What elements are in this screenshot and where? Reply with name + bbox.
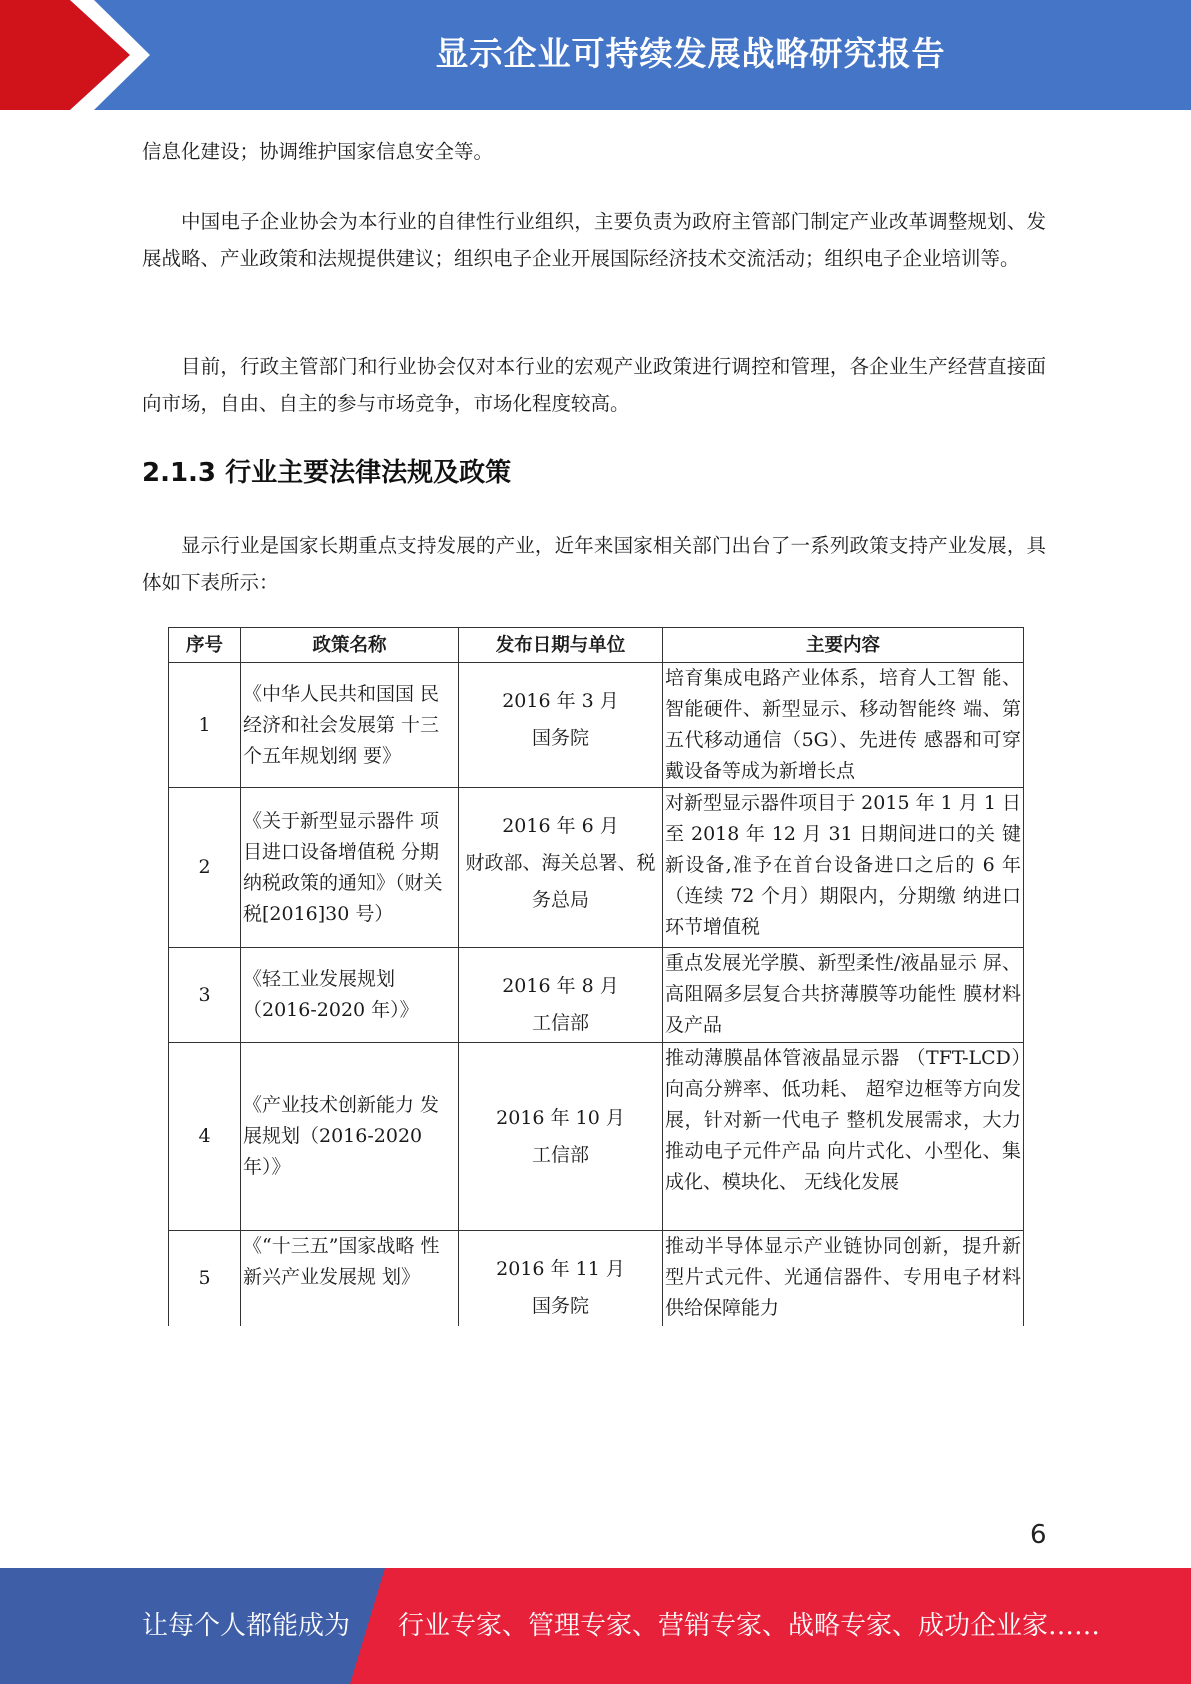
cell-serial-number: 4 bbox=[169, 1043, 241, 1231]
cell-main-content: 重点发展光学膜、新型柔性/液晶显示 屏、高阻隔多层复合共挤薄膜等功能性 膜材料及产品 bbox=[663, 948, 1024, 1043]
cell-issuer: 工信部 bbox=[531, 1012, 589, 1034]
paragraph-table-intro: 显示行业是国家长期重点支持发展的产业，近年来国家相关部门出台了一系列政策支持产业发展，具体如下表所示： bbox=[142, 534, 1046, 594]
cell-serial-number: 1 bbox=[169, 663, 241, 788]
cell-date-issuer bbox=[459, 663, 663, 788]
cell-date: 2016 年 10 月 bbox=[496, 1106, 625, 1129]
cell-policy-name: 《中华人民共和国国 民经济和社会发展第 十三个五年规划纲 要》 bbox=[241, 663, 459, 788]
cell-serial-number: 2 bbox=[169, 788, 241, 948]
footer-slogan-lead: 让每个人都能成为 bbox=[142, 1611, 351, 1641]
paragraph-industry-association: 中国电子企业协会为本行业的自律性行业组织，主要负责为政府主管部门制定产业改革调整规划、发展战略、产业政策和法规提供建议；组织电子企业开展国际经济技术交流活动；组织电子企业培训等。 bbox=[142, 210, 1046, 270]
cell-policy-name: 《产业技术创新能力 发展规划（2016-2020 年）》 bbox=[241, 1043, 459, 1231]
cell-main-content: 对新型显示器件项目于 2015 年 1 月 1 日至 2018 年 12 月 31 日期间进口的关 键新设备,准予在首台设备进口之后的 6 年（连续 72 个月）期限内，分期缴 纳进口环节增值税 bbox=[663, 788, 1024, 948]
cell-date: 2016 年 3 月 bbox=[502, 690, 619, 712]
footer-band bbox=[0, 1568, 1191, 1684]
table-row bbox=[169, 788, 1024, 948]
cell-policy-name: 《关于新型显示器件 项目进口设备增值税 分期纳税政策的通知》（财关税[2016]30 号） bbox=[241, 788, 459, 948]
cell-issuer: 财政部、海关总署、税务总局 bbox=[465, 852, 656, 911]
cell-policy-name: 《轻工业发展规划（2016-2020 年）》 bbox=[241, 948, 459, 1043]
header-policy-name: 政策名称 bbox=[241, 628, 459, 663]
table-row bbox=[169, 948, 1024, 1043]
page-number: 6 bbox=[1030, 1520, 1047, 1550]
cell-date: 2016 年 6 月 bbox=[502, 815, 619, 837]
table-row bbox=[169, 1043, 1024, 1231]
cell-main-content: 推动薄膜晶体管液晶显示器 （TFT-LCD）向高分辨率、低功耗、 超窄边框等方向发展，针对新一代电子 整机发展需求，大力推动电子元件产品 向片式化、小型化、集成化、模块化、 无线化发展 bbox=[663, 1043, 1024, 1231]
cell-date-issuer bbox=[459, 948, 663, 1043]
section-heading: 2.1.3 行业主要法律法规及政策 bbox=[142, 458, 512, 488]
header-main-content: 主要内容 bbox=[663, 628, 1024, 663]
cell-main-content: 培育集成电路产业体系，培育人工智 能、智能硬件、新型显示、移动智能终 端、第五代移动通信（5G）、先进传 感器和可穿戴设备等成为新增长点 bbox=[663, 663, 1024, 788]
cell-policy-name: 《“十三五”国家战略 性新兴产业发展规 划》 bbox=[241, 1231, 459, 1326]
cell-date-issuer bbox=[459, 1043, 663, 1231]
cell-serial-number: 3 bbox=[169, 948, 241, 1043]
cell-issuer: 国务院 bbox=[531, 1295, 589, 1317]
header-banner bbox=[0, 0, 1191, 110]
table-row bbox=[169, 663, 1024, 788]
header-date-issuer: 发布日期与单位 bbox=[459, 628, 663, 663]
cell-main-content: 推动半导体显示产业链协同创新，提升新型片式元件、光通信器件、专用电子材料供给保障能力 bbox=[663, 1231, 1024, 1326]
table-row bbox=[169, 1231, 1024, 1326]
cell-date: 2016 年 11 月 bbox=[496, 1258, 625, 1280]
paragraph-market-regulation: 目前，行政主管部门和行业协会仅对本行业的宏观产业政策进行调控和管理，各企业生产经营直接面向市场，自由、自主的参与市场竞争，市场化程度较高。 bbox=[142, 355, 1046, 415]
cell-date: 2016 年 8 月 bbox=[502, 975, 619, 997]
table-header-row bbox=[169, 628, 1024, 663]
report-title: 显示企业可持续发展战略研究报告 bbox=[435, 34, 946, 73]
cell-issuer: 工信部 bbox=[531, 1143, 589, 1166]
cell-serial-number: 5 bbox=[169, 1231, 241, 1326]
cell-date-issuer bbox=[459, 1231, 663, 1326]
footer-slogan-tail: 行业专家、管理专家、营销专家、战略专家、成功企业家…… bbox=[398, 1611, 1101, 1641]
policy-table bbox=[168, 627, 1024, 1326]
cell-date-issuer bbox=[459, 788, 663, 948]
paragraph-continuation: 信息化建设；协调维护国家信息安全等。 bbox=[142, 140, 494, 163]
cell-issuer: 国务院 bbox=[531, 727, 589, 749]
header-serial-number: 序号 bbox=[169, 628, 241, 663]
